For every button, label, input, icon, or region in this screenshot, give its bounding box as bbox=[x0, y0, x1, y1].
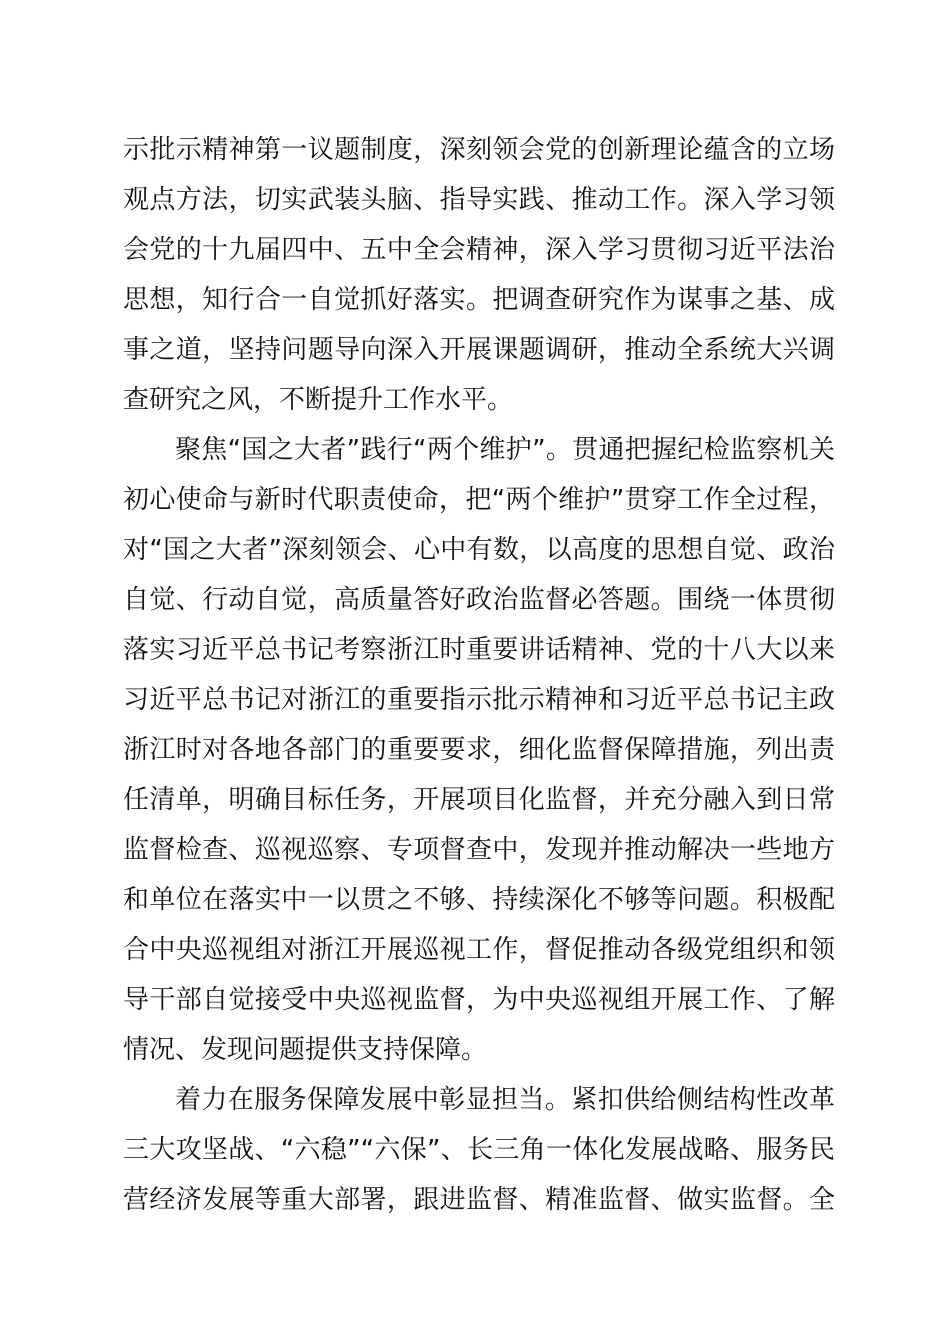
text-line-13: 浙江时对各地各部门的重要要求，细化监督保障措施，列出责 bbox=[123, 735, 835, 765]
text-line-12: 习近平总书记对浙江的重要指示批示精神和习近平总书记主政 bbox=[123, 685, 835, 715]
text-line-21: 三大攻坚战、“六稳”“六保”、长三角一体化发展战略、服务民 bbox=[123, 1135, 835, 1165]
text-line-6: 查研究之风，不断提升工作水平。 bbox=[123, 385, 514, 415]
text-line-10: 自觉、行动自觉，高质量答好政治监督必答题。围绕一体贯彻 bbox=[123, 585, 835, 615]
text-line-14: 任清单，明确目标任务，开展项目化监督，并充分融入到日常 bbox=[123, 785, 835, 815]
text-line-22: 营经济发展等重大部署，跟进监督、精准监督、做实监督。全 bbox=[123, 1185, 835, 1215]
paragraph-3-first-line: 着力在服务保障发展中彰显担当。紧扣供给侧结构性改革 bbox=[175, 1085, 835, 1115]
text-line-8: 初心使命与新时代职责使命，把“两个维护”贯穿工作全过程， bbox=[123, 485, 835, 515]
text-line-1: 示批示精神第一议题制度，深刻领会党的创新理论蕴含的立场 bbox=[123, 135, 835, 165]
text-line-4: 思想，知行合一自觉抓好落实。把调查研究作为谋事之基、成 bbox=[123, 285, 835, 315]
text-line-11: 落实习近平总书记考察浙江时重要讲话精神、党的十八大以来 bbox=[123, 635, 835, 665]
text-line-19: 情况、发现问题提供支持保障。 bbox=[123, 1035, 488, 1065]
text-line-18: 导干部自觉接受中央巡视监督，为中央巡视组开展工作、了解 bbox=[123, 985, 835, 1015]
text-line-16: 和单位在落实中一以贯之不够、持续深化不够等问题。积极配 bbox=[123, 885, 835, 915]
paragraph-2-first-line: 聚焦“国之大者”践行“两个维护”。贯通把握纪检监察机关 bbox=[175, 435, 835, 465]
text-line-9: 对“国之大者”深刻领会、心中有数，以高度的思想自觉、政治 bbox=[123, 535, 835, 565]
text-line-2: 观点方法，切实武装头脑、指导实践、推动工作。深入学习领 bbox=[123, 185, 835, 215]
text-line-5: 事之道，坚持问题导向深入开展课题调研，推动全系统大兴调 bbox=[123, 335, 835, 365]
text-line-17: 合中央巡视组对浙江开展巡视工作，督促推动各级党组织和领 bbox=[123, 935, 835, 965]
text-line-3: 会党的十九届四中、五中全会精神，深入学习贯彻习近平法治 bbox=[123, 235, 835, 265]
text-line-15: 监督检查、巡视巡察、专项督查中，发现并推动解决一些地方 bbox=[123, 835, 835, 865]
